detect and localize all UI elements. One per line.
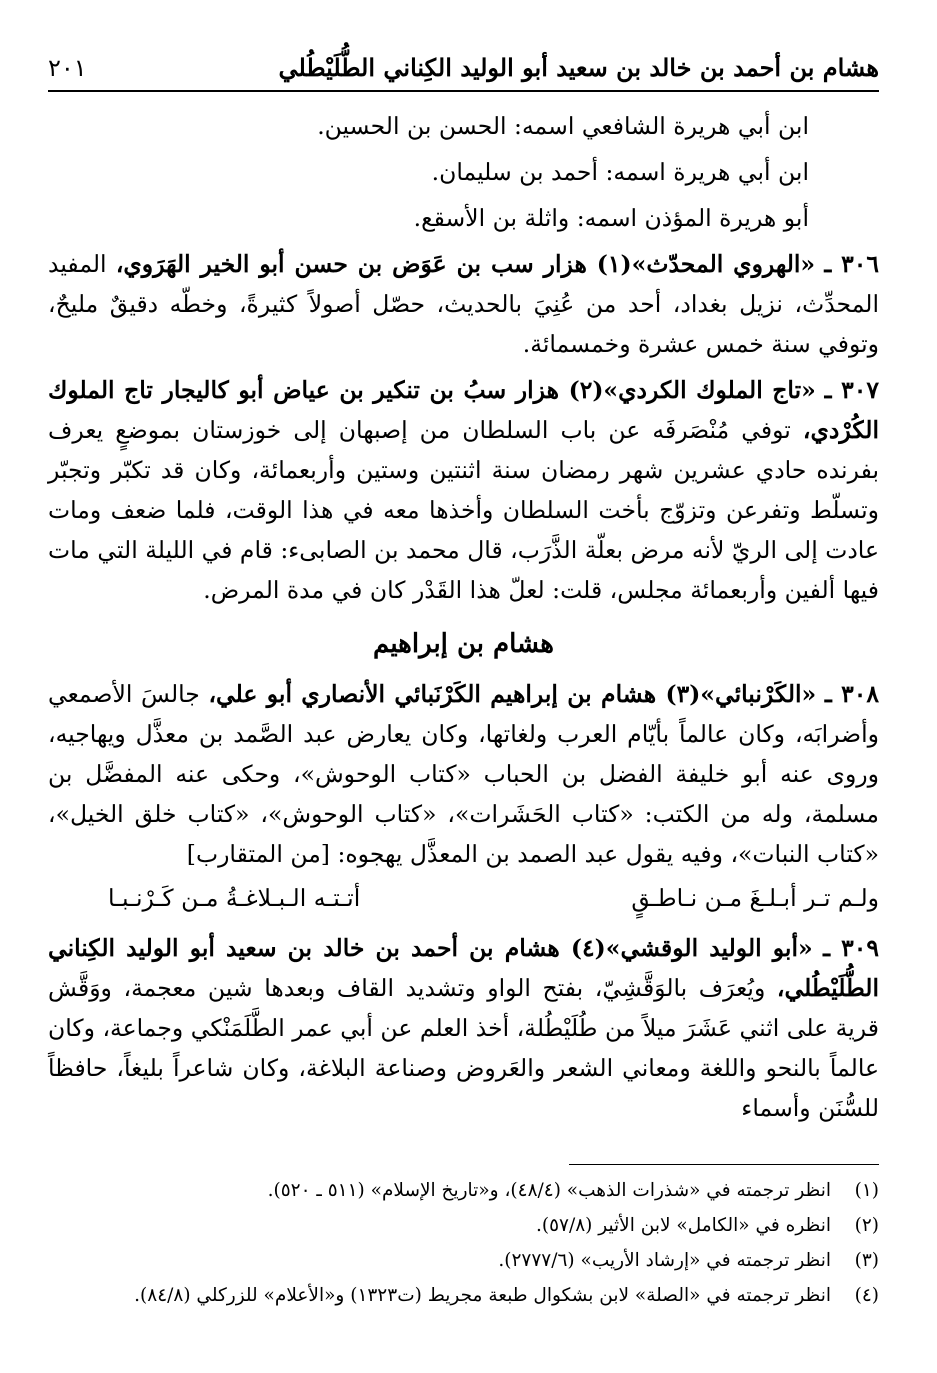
verse-hemistich-second: أتـتـه الـبـلاغـةُ مـن كَـرْنـبـا — [108, 884, 361, 912]
footnote — [58, 1243, 879, 1278]
entry-text: ويُعرَف بالوَقَّشِيّ، بفتح الواو وتشديد القاف وبعدها شين معجمة، ووَقَّش قرية على اثني عَشَرَ ميلاً من طُلَيْطُلة، أخذ العلم عن أبي عمر الطَّلَمَنْكي وجماعة، وكان عالماً بالنحو واللغة ومعاني الشعر والعَروض وصناعة البلاغة، وكان شاعراً بليغاً، حافظاً للسُّنَن وأسماء — [48, 974, 879, 1122]
entry-text: المفيد المحدِّث، نزيل بغداد، أحد من عُنِيَ بالحديث، حصّل أصولاً كثيرةً، وخطّه دقيقٌ مليحٌ، وتوفي سنة خمس عشرة وخمسمائة. — [48, 250, 879, 358]
entry-number: ٣٠٦ ـ — [824, 250, 879, 278]
verse-hemistich-first: ولـم تـر أبـلـغَ مـن نـاطـقٍ — [631, 884, 879, 912]
aside-line: أبو هريرة المؤذن اسمه: واثلة بن الأسقع. — [413, 204, 809, 232]
footnote-text: انظره في «الكامل» لابن الأثير (٥٧/٨). — [535, 1215, 831, 1236]
header-title: هشام بن أحمد بن خالد بن سعيد أبو الوليد الكِناني الطُّلَيْطُلي — [278, 53, 879, 82]
entry-number: ٣٠٨ ـ — [824, 680, 879, 708]
running-header — [48, 0, 879, 92]
main-text — [48, 106, 879, 1128]
footnote — [58, 1278, 879, 1313]
aside-line: ابن أبي هريرة الشافعي اسمه: الحسن بن الحسين. — [317, 112, 809, 140]
entry-text: توفي مُنْصَرفَه عن باب السلطان من إصبهان إلى خوزستان بموضعٍ يعرف بفرنده حادي عشرين شهر رمضان سنة اثنتين وستين وأربعمائة، وكان قد تكبّر وتجبّر وتسلّط وتفرعن وتزوّج بأخت السلطان وأخذها معه في هذا الوقت، فلما ضعف ومات عادت إلى الريّ لأنه مرض بعلّة الذَّرَب، قال محمد بن الصابىء: قام في الليلة التي مات فيها ألفين وأربعمائة مجلس، قلت: لعلّ هذا القَدْر كان في مدة المرض. — [48, 416, 879, 604]
footnote — [58, 1173, 879, 1208]
entry-title: «الهروي المحدّث»(١) هزار سب بن عَوَض بن حسن أبو الخير الهَرَوي، — [115, 250, 816, 278]
section-heading: هشام بن إبراهيم — [373, 629, 554, 659]
entry-text: جالسَ الأصمعي وأضرابَه، وكان عالماً بأيّام العرب ولغاتها، وكان يعارض عبد الصَّمد بن معذَّل ويهاجيه، وروى عنه أبو خليفة الفضل بن الحباب «كتاب الوحوش»، وحكى عنه المفضَّل بن مسلمة، وله من الكتب: «كتاب الحَشَرات»، «كتاب الوحوش»، «كتاب خلق الخيل»، «كتاب النبات»، وفيه يقول عبد الصمد بن المعذَّل يهجوه: — [48, 680, 879, 868]
meter-note: [من المتقارب] — [186, 840, 330, 868]
footnote-number: (٣) — [854, 1250, 879, 1271]
footnote-number: (١) — [854, 1180, 879, 1201]
footnote-text: انظر ترجمته في «شذرات الذهب» (٤٨/٤)، و«تاريخ الإسلام» (٥١١ ـ ٥٢٠). — [267, 1180, 831, 1201]
entry-title: «أبو الوليد الوقشي»(٤) هشام بن أحمد بن خالد بن سعيد أبو الوليد الكِناني الطُّلَيْطُلي، — [48, 934, 879, 1002]
entry-number: ٣٠٧ ـ — [824, 376, 879, 404]
entry-title: «تاج الملوك الكردي»(٢) هزار سبُ بن تنكير بن عياض أبو كاليجار تاج الملوك الكُرْدي، — [48, 376, 879, 444]
entry-306 — [48, 244, 879, 364]
footnote-text: انظر ترجمته في «الصلة» لابن بشكوال طبعة مجريط (ت١٣٢٣) و«الأعلام» للزركلي (٨٤/٨). — [134, 1285, 831, 1306]
aside-line: ابن أبي هريرة اسمه: أحمد بن سليمان. — [431, 158, 809, 186]
entry-307 — [48, 370, 879, 610]
footnote-text: انظر ترجمته في «إرشاد الأريب» (٢٧٧٧/٦). — [498, 1250, 831, 1271]
footnotes — [58, 1164, 879, 1313]
entry-title: «الكَرْنبائي»(٣) هشام بن إبراهيم الكَرْنَبائي الأنصاري أبو علي، — [208, 680, 817, 708]
poem-verse — [48, 878, 879, 918]
footnote-divider — [569, 1164, 879, 1165]
footnote-number: (٤) — [854, 1285, 879, 1306]
entry-308 — [48, 674, 879, 874]
entry-309 — [48, 928, 879, 1128]
footnote — [58, 1208, 879, 1243]
page-number: ٢٠١ — [48, 54, 87, 82]
footnote-number: (٢) — [854, 1215, 879, 1236]
entry-number: ٣٠٩ ـ — [823, 934, 879, 962]
